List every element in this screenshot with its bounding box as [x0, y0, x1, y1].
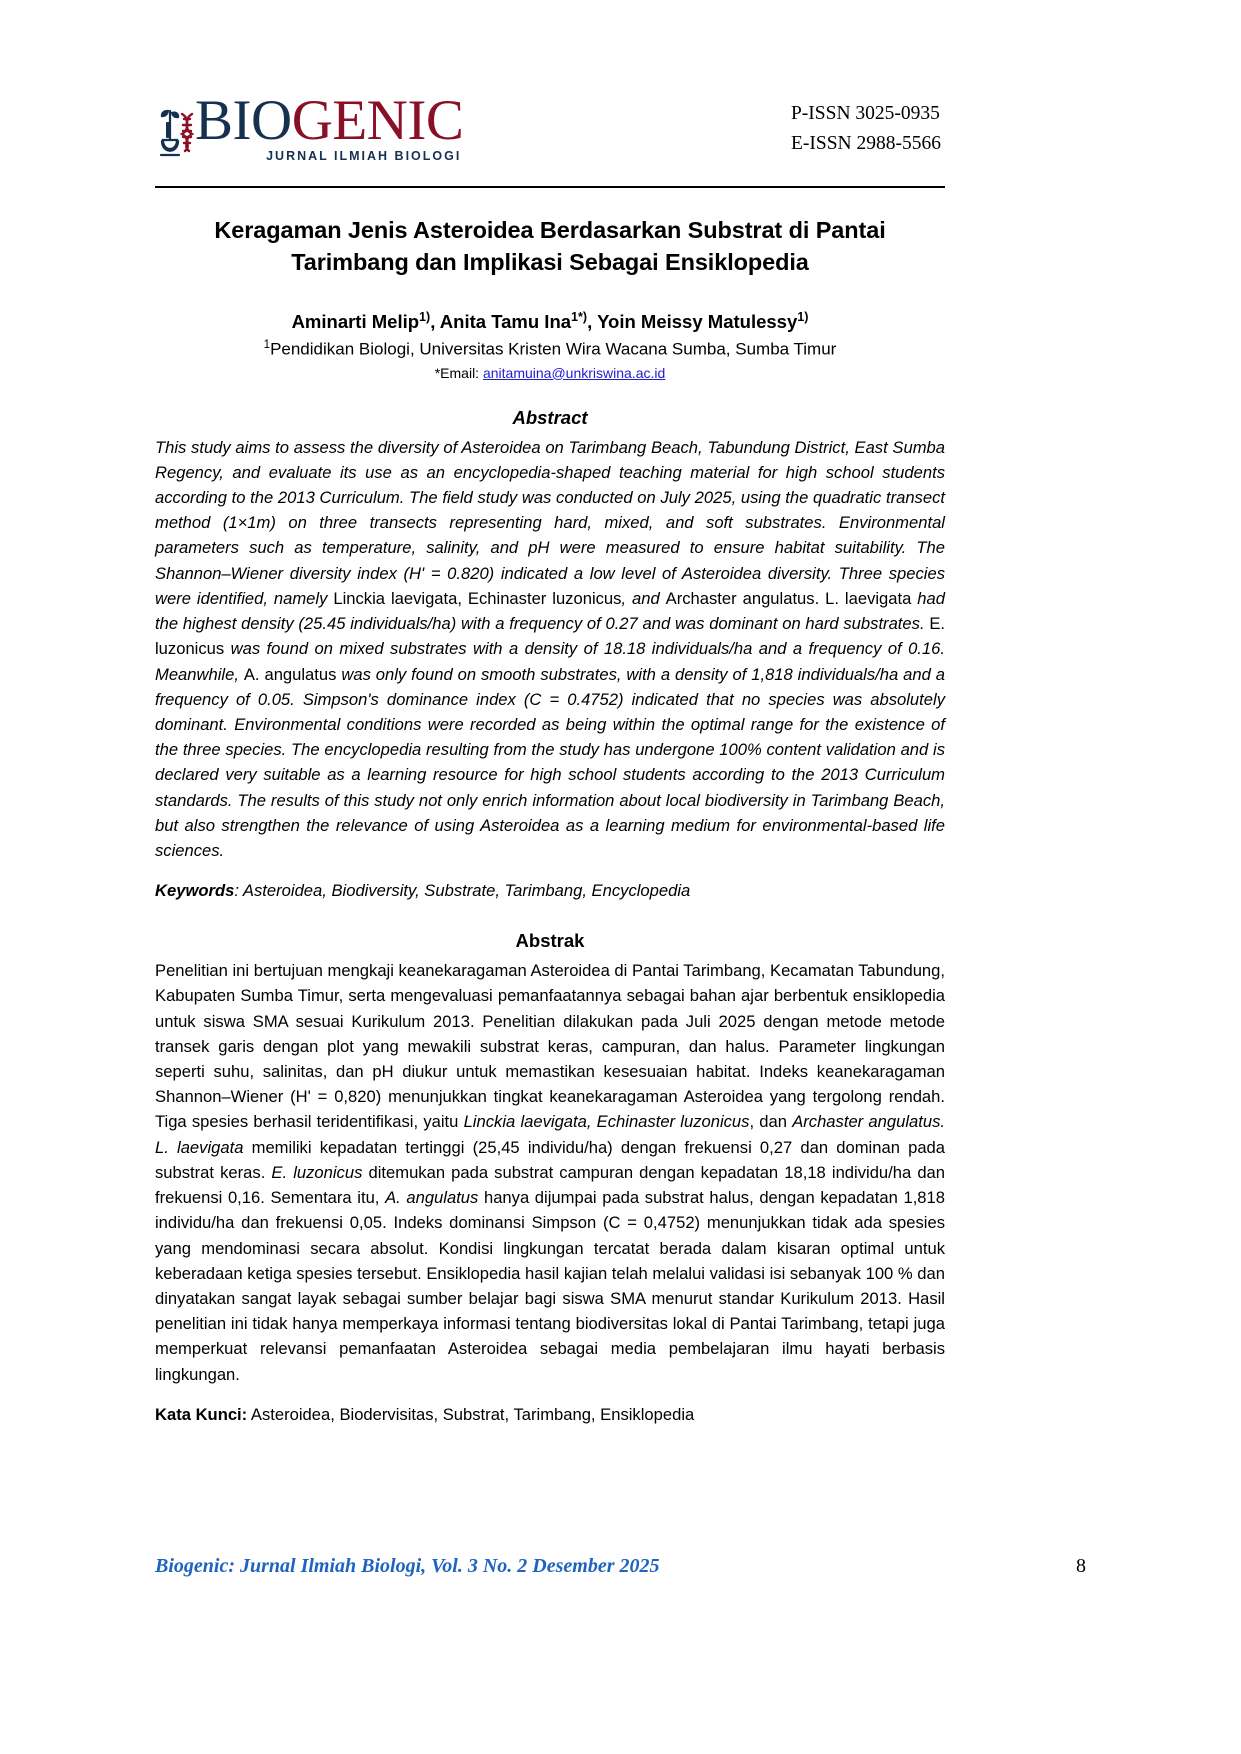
- abstract-id-part-1: Penelitian ini bertujuan mengkaji keanekaragaman Asteroidea di Pantai Tarimbang, Kecamatan Tabundung, Kabupaten Sumba Timur, serta mengevaluasi pemanfaatannya sebagai bahan ajar berbentuk ensiklopedia untuk siswa SMA sesuai Kurikulum 2013. Penelitian dilakukan pada Juli 2025 dengan metode metode transek garis dengan plot yang mewakili substrat keras, campuran, dan halus. Parameter lingkungan seperti suhu, salinitas, dan pH diukur untuk memastikan kesesuaian habitat. Indeks keanekaragaman Shannon–Wiener (H' = 0,820) menunjukkan tingkat keanekaragaman Asteroidea yang tergolong rendah. Tiga spesies berhasil teridentifikasi, yaitu: [155, 961, 945, 1132]
- keywords-en: [155, 879, 945, 904]
- abstract-en-species-3: E. luzonicus: [155, 614, 945, 659]
- keywords-en-values: Asteroidea, Biodiversity, Substrate, Tarimbang, Encyclopedia: [242, 881, 691, 901]
- p-issn: P-ISSN 3025-0935: [790, 102, 940, 124]
- abstract-id-part-4: ditemukan pada substrat campuran dengan kepadatan 18,18 individu/ha dan frekuensi 0,16. Sementara itu,: [155, 1162, 946, 1208]
- abstract-id-species-1: Linckia laevigata, Echinaster luzonicus: [463, 1112, 750, 1132]
- abstract-id-part-3: memiliki kepadatan tertinggi (25,45 individu/ha) dengan frekuensi 0,27 dan dominan pada substrat keras.: [155, 1137, 946, 1182]
- abstract-text-en: [155, 435, 945, 864]
- logo-letter-b: B: [195, 89, 233, 153]
- abstract-id-species-3: E. luzonicus: [271, 1162, 363, 1182]
- abstract-en-part-4: was found on mixed substrates with a density of 18.18 individuals/ha and a frequency of 0.16. Meanwhile,: [155, 639, 945, 684]
- corresponding-email-line: [155, 365, 945, 381]
- logo-subtitle: JURNAL ILMIAH BIOLOGI: [266, 148, 462, 163]
- email-label: *Email:: [434, 364, 480, 381]
- logo-word: [195, 89, 464, 153]
- page-footer: [155, 1555, 1086, 1578]
- article-title: Keragaman Jenis Asteroidea Berdasarkan Substrat di Pantai Tarimbang dan Implikasi Sebagai Ensiklopedia: [214, 217, 886, 276]
- logo-letters-io: IO: [232, 89, 292, 153]
- abstract-en-part-3: had the highest density (25.45 individuals/ha) with a frequency of 0.27 and was dominant on hard substrates.: [155, 588, 945, 634]
- logo-letters-genic: GENIC: [291, 89, 464, 153]
- abstract-text-id: [155, 958, 945, 1387]
- issn-block: [791, 99, 945, 159]
- abstract-id-species-4: A. angulatus: [385, 1188, 479, 1208]
- abstract-id-part-2: , dan: [749, 1112, 793, 1132]
- abstract-id-part-5: hanya dijumpai pada substrat halus, dengan kepadatan 1,818 individu/ha dan frekuensi 0,05. Indeks dominansi Simpson (C = 0,4752) menunjukkan tidak ada spesies yang mendominasi secara absolut. Kondisi lingkungan tercatat berada dalam kisaran optimal untuk keberadaan ketiga spesies tersebut. Ensiklopedia hasil kajian telah melalui validasi isi sebanyak 100 % dan dinyatakan sangat layak sebagai sumber belajar bagi siswa SMA menurut standar Kurikulum 2013. Hasil penelitian ini tidak hanya memperkaya informasi tentang biodiversitas lokal di Pantai Tarimbang, tetapi juga memperkuat relevansi pemanfaatan Asteroidea sebagai media pembelajaran ilmu hayati berbasis lingkungan.: [155, 1188, 945, 1384]
- abstract-id-species-2: Archaster angulatus. L. laevigata: [155, 1112, 945, 1157]
- abstract-en-species-1: Linckia laevigata, Echinaster luzonicus: [333, 588, 622, 608]
- header-divider: [155, 186, 945, 188]
- logo-wordmark: [195, 89, 464, 163]
- biogenic-emblem-icon: [155, 100, 201, 162]
- abstract-en-part-1: This study aims to assess the diversity of Asteroidea on Tarimbang Beach, Tabundung District, East Sumba Regency, and evaluate its use as an encyclopedia-shaped teaching material for high school students according to the 2013 Curriculum. The field study was conducted on July 2025, using the quadratic transect method (1×1m) on three transects representing hard, mixed, and soft substrates. Environmental parameters such as temperature, salinity, and pH were measured to ensure habitat suitability. The Shannon–Wiener diversity index (H' = 0.820) indicated a low level of Asteroidea diversity. Three species were identified, namely: [155, 437, 945, 608]
- journal-logo: [155, 89, 464, 163]
- email-link[interactable]: anitamuina@unkriswina.ac.id: [482, 364, 666, 381]
- abstract-en-species-2: Archaster angulatus. L. laevigata: [665, 588, 912, 608]
- keywords-en-sep: :: [234, 881, 243, 901]
- keywords-id-values: Asteroidea, Biodervisitas, Substrat, Tarimbang, Ensiklopedia: [247, 1404, 695, 1424]
- abstract-en-part-2: , and: [621, 588, 666, 608]
- footer-citation: Biogenic: Jurnal Ilmiah Biologi, Vol. 3 No. 2 Desember 2025: [155, 1555, 660, 1577]
- footer-page-number: 8: [1076, 1555, 1086, 1577]
- e-issn: E-ISSN 2988-5566: [790, 133, 941, 154]
- page-content: [155, 0, 945, 1428]
- keywords-id: [155, 1403, 945, 1428]
- author-list: Aminarti Melip$^{1)}$, Anita Tamu Ina$^{1*)}$, Yoin Meissy Matulessy$^{1)}$: [291, 309, 809, 332]
- abstract-en-species-4: A. angulatus: [243, 664, 337, 684]
- keywords-en-label: Keywords: [155, 881, 235, 901]
- abstract-heading-id: Abstrak: [515, 930, 585, 952]
- abstract-heading-en: Abstract: [512, 406, 588, 428]
- abstract-en-part-5: was only found on smooth substrates, with a density of 1,818 individuals/ha and a frequency of 0.05. Simpson's dominance index (C = 0.4752) indicated that no species was absolutely dominant. Environmental conditions were recorded as being within the optimal range for the existence of the three species. The encyclopedia resulting from the study has undergone 100% content validation and is declared very suitable as a learning resource for high school students according to the 2013 Curriculum standards. The results of this study not only enrich information about local biodiversity in Tarimbang Beach, but also strengthen the relevance of using Asteroidea as a learning medium for environmental-based life sciences.: [155, 664, 945, 861]
- keywords-id-label: Kata Kunci:: [155, 1404, 248, 1424]
- affiliation: $^1$Pendidikan Biologi, Universitas Kristen Wira Wacana Sumba, Sumba Timur: [263, 338, 837, 359]
- masthead: [155, 0, 945, 172]
